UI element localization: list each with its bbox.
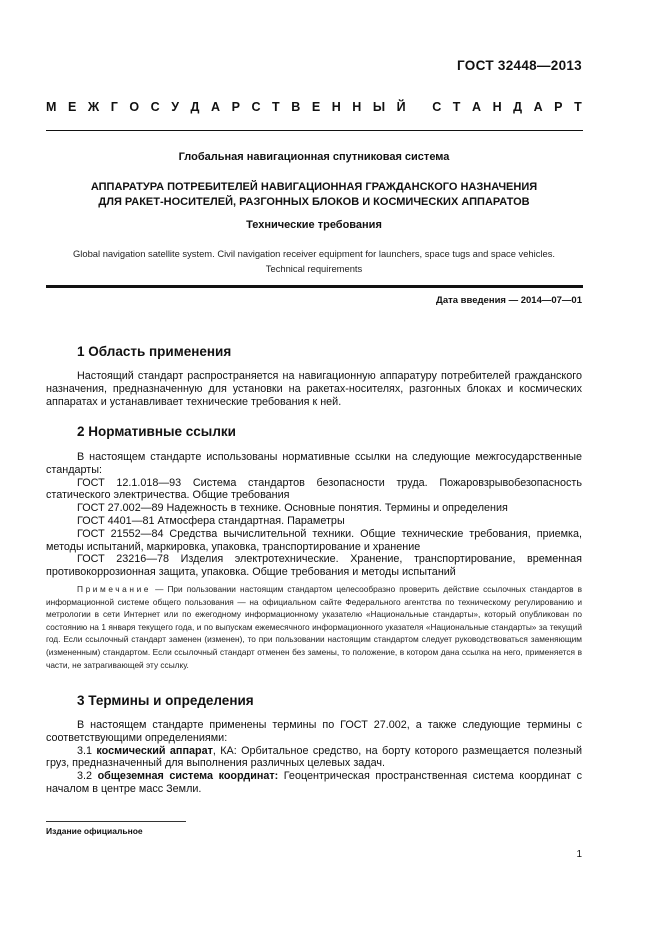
section-3-intro: В настоящем стандарте применены термины по ГОСТ 27.002, а также следующие термины с соответствующими определениями: — [46, 719, 582, 744]
heading-letter: Н — [331, 100, 341, 114]
section-2-intro: В настоящем стандарте использованы нормативные ссылки на следующие межгосударственные стандарты: — [46, 451, 582, 476]
heading-letter: В — [291, 100, 301, 114]
standard-type-heading — [46, 100, 582, 114]
heading-letter: А — [211, 100, 221, 114]
page-number: 1 — [576, 849, 582, 860]
heading-letter: Д — [190, 100, 200, 114]
heading-letter: Ж — [87, 100, 100, 114]
title-line-2: ДЛЯ РАКЕТ-НОСИТЕЛЕЙ, РАЗГОННЫХ БЛОКОВ И КОСМИЧЕСКИХ АППАРАТОВ — [98, 195, 530, 208]
section-2-heading: 2 Нормативные ссылки — [77, 424, 236, 439]
heading-letter: У — [171, 100, 179, 114]
document-title — [46, 180, 582, 209]
heading-letter: С — [150, 100, 160, 114]
term-name: общеземная система координат: — [97, 770, 279, 783]
heading-letter: Д — [513, 100, 523, 114]
heading-letter: Р — [231, 100, 240, 114]
introduction-date: Дата введения — 2014—07—01 — [436, 295, 582, 306]
heading-letter: Г — [110, 100, 118, 114]
heading-letter: А — [471, 100, 482, 114]
english-title — [46, 246, 582, 276]
note-block — [46, 583, 582, 671]
edition-label: Издание официальное — [46, 826, 143, 836]
title-line-1: АППАРАТУРА ПОТРЕБИТЕЛЕЙ НАВИГАЦИОННАЯ ГРАЖДАНСКОГО НАЗНАЧЕНИЯ — [90, 181, 538, 193]
heading-letter: Р — [554, 100, 563, 114]
section-1-heading: 1 Область применения — [77, 344, 232, 359]
section-3-heading: 3 Термины и определения — [77, 693, 254, 708]
footer-divider — [46, 821, 186, 822]
document-subtitle: Технические требования — [246, 219, 382, 231]
heading-letter: Е — [67, 100, 77, 114]
heading-letter: Ы — [372, 100, 386, 114]
note-text: — При пользовании настоящим стандартом целесообразно проверить действие ссылочных стандартов в информационной системе общего пользования — на официальном сайте Федерального агентства по техническому регулированию и метрологии в сети Интернет или по ежегодному информационному указателю «Национальные стандарты», который опубликован по состоянию на 1 января текущего года, и по выпускам ежемесячного информационного указателя «Национальные стандарты» за текущий год. Если ссылочный стандарт заменен (изменен), то при пользовании настоящим стандартом следует руководствоваться заменяющим (измененным) стандартом. Если ссылочный стандарт отменен без замены, то положение, в котором дана ссылка на него, применяется в части, не затрагивающей эту ссылку. — [46, 584, 582, 670]
heading-letter: Н — [492, 100, 502, 114]
title-divider — [46, 285, 583, 288]
document-code: ГОСТ 32448—2013 — [457, 58, 582, 73]
section-1-body — [46, 370, 582, 408]
term-name: космический аппарат — [96, 744, 213, 757]
reference-item: ГОСТ 23216—78 Изделия электротехнические. Хранение, транспортирование, временная противокоррозионная защита, упаковка. Общие требования и методы испытаний — [46, 553, 582, 579]
section-3-body — [46, 719, 582, 796]
heading-letter: С — [251, 100, 261, 114]
header-divider — [46, 130, 583, 131]
reference-item: ГОСТ 27.002—89 Надежность в технике. Основные понятия. Термины и определения — [77, 502, 508, 515]
heading-letter: С — [432, 100, 442, 114]
note-label: Примечание — [77, 584, 152, 594]
heading-letter: Т — [272, 100, 280, 114]
reference-item: ГОСТ 12.1.018—93 Система стандартов безопасности труда. Пожаровзрывобезопасность статического электричества. Общие требования — [46, 476, 582, 502]
heading-letter: М — [46, 100, 57, 114]
reference-item: ГОСТ 21552—84 Средства вычислительной техники. Общие технические требования, приемка, методы испытаний, маркировка, упаковка, транспортирование и хранение — [46, 527, 582, 553]
system-name: Глобальная навигационная спутниковая система — [178, 151, 450, 163]
english-title-line-1: Global navigation satellite system. Civil navigation receiver equipment for launchers, space tugs and space vehicles. — [72, 248, 556, 259]
term-definition: 3.1 космический аппарат, КА: Орбитальное средство, на борту которого размещается полезный груз, предназначенный для выполнения различных целевых задач. — [46, 744, 582, 770]
heading-letter: Й — [396, 100, 406, 114]
heading-letter: Н — [352, 100, 362, 114]
term-definition: 3.2 общеземная система координат: Геоцентрическая пространственная система координат с началом в центре масс Земли. — [46, 770, 582, 795]
heading-letter: А — [533, 100, 543, 114]
heading-letter: Е — [311, 100, 321, 114]
english-title-line-2: Technical requirements — [265, 263, 363, 274]
reference-item: ГОСТ 4401—81 Атмосфера стандартная. Параметры — [77, 514, 345, 527]
heading-letter: Т — [452, 100, 461, 114]
section-1-paragraph: Настоящий стандарт распространяется на навигационную аппаратуру потребителей гражданского назначения, предназначенную для установки на ракетах-носителях, разгонных блоках и космических аппаратах и устанавливает технические требования к ней. — [46, 370, 582, 408]
section-2-body — [46, 451, 582, 579]
heading-letter — [417, 100, 420, 114]
heading-letter: Т — [574, 100, 582, 114]
heading-letter: О — [129, 100, 140, 114]
